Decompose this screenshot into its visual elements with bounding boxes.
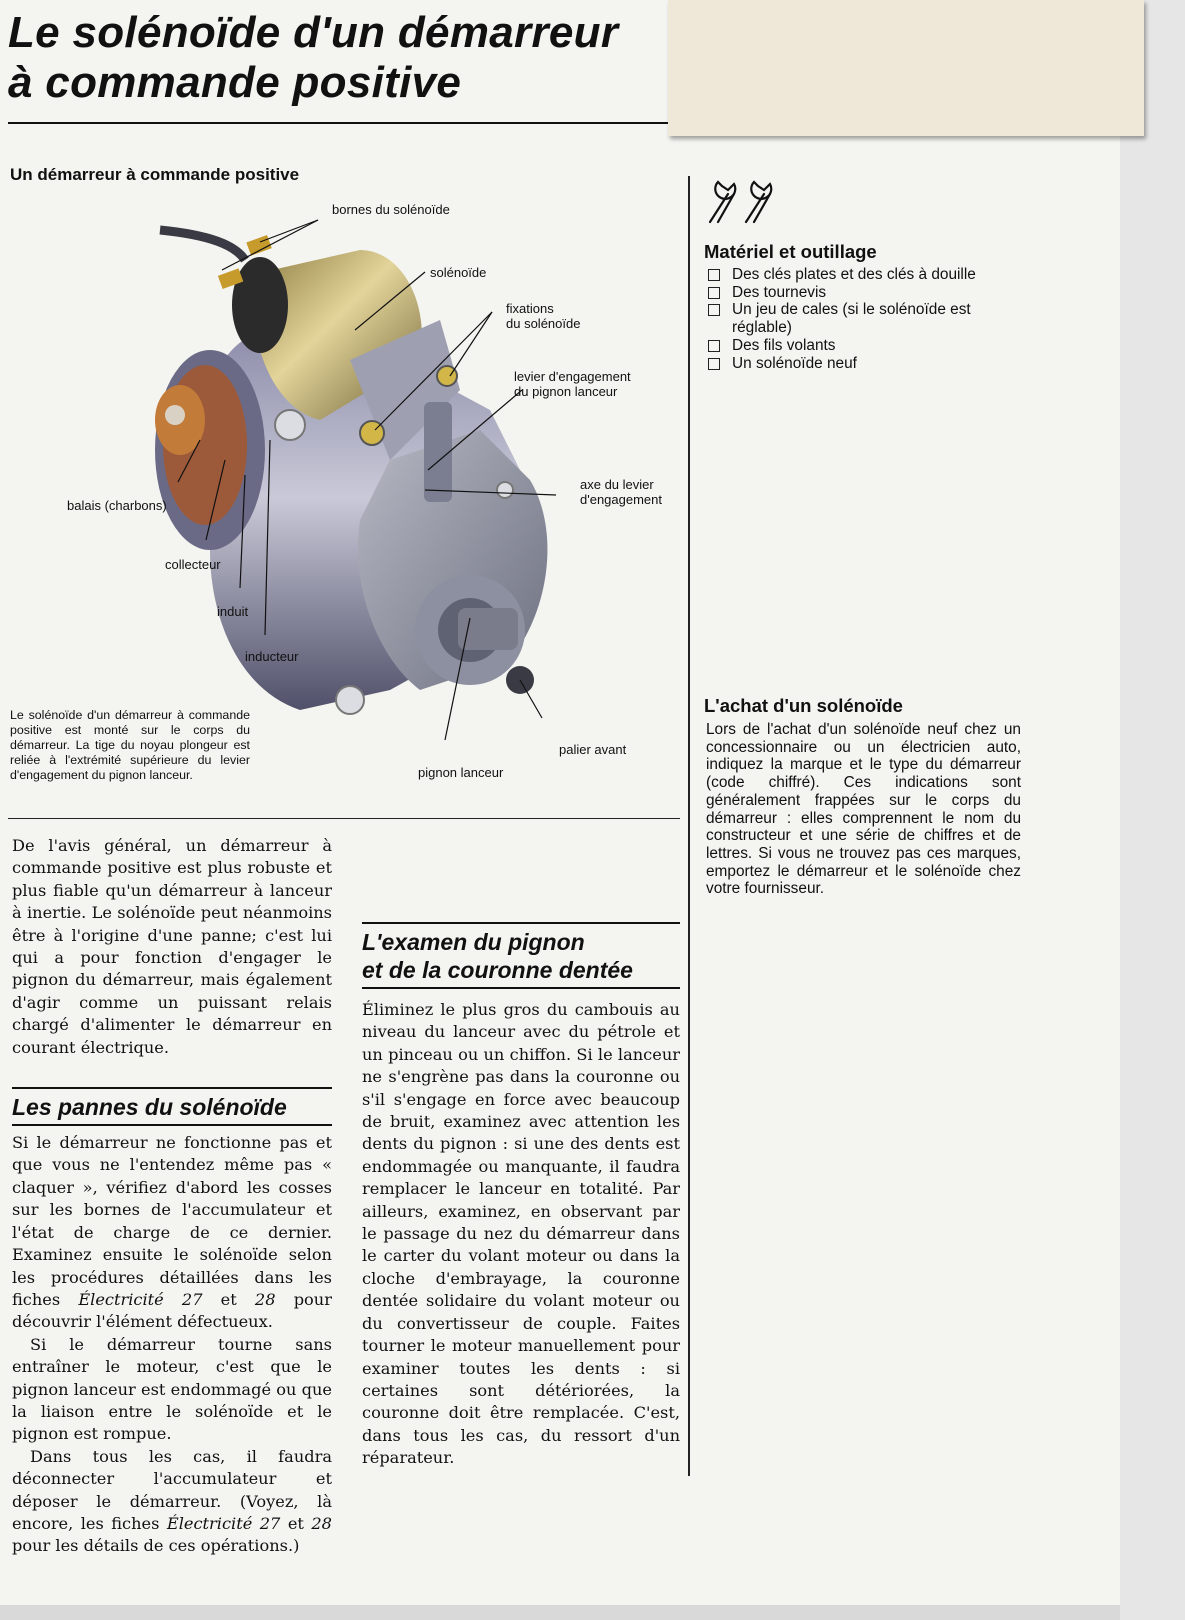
pannes-paragraph-3: Dans tous les cas, il faudra déconnecter l'accumulateur et déposer le démarreur. (Voyez, là encore, les fiches Électricité 27 et 28 pour les détails de ces opérations.) — [12, 1446, 332, 1556]
label-palier: palier avant — [559, 742, 627, 757]
examen-paragraph: Éliminez le plus gros du cambouis au niveau du lanceur avec du pétrole et un pinceau ou un chiffon. Si le lanceur ne s'engrène pas dans la couronne ou s'il s'engage en force avec beaucoup de bruit, examinez avec attention les dents du pignon : si une des dents est endommagée ou manquante, il faudra remplacer le lanceur en totalité. Par ailleurs, examinez, en observant par le passage du nez du démarreur dans le carter du volant moteur ou dans la cloche d'embrayage, la couronne dentée solidaire du volant moteur ou du convertisseur de couple. Faites tourner le moteur manuellement pour examiner toutes les dents : si certaines sont détériorées, la couronne doit être remplacée. C'est, dans tous les cas, du ressort d'un réparateur. — [362, 1000, 680, 1468]
wrench-tools-icon — [704, 172, 788, 228]
label-collecteur: collecteur — [165, 557, 221, 572]
page-title-line1: Le solénoïde d'un démarreur — [8, 8, 619, 57]
pannes-heading: Les pannes du solénoïde — [12, 1087, 332, 1126]
label-levier: levier d'engagement du pignon lanceur — [514, 369, 631, 399]
label-pignon: pignon lanceur — [418, 765, 504, 780]
checkbox-icon — [708, 340, 720, 352]
label-axe: axe du levier d'engagement — [580, 477, 662, 507]
intro-paragraph: De l'avis général, un démarreur à commande positive est plus robuste et plus fiable qu'un démarreur à lanceur à inertie. Le solénoïde peut néanmoins être à l'origine d'une panne; c'est lui qui a pour fonction d'engager le pignon du démarreur, mais également d'agir comme un puissant relais chargé d'alimenter le démarreur en courant électrique. — [12, 836, 332, 1057]
page-title — [8, 8, 688, 108]
label-bornes: bornes du solénoïde — [332, 202, 450, 217]
label-solenoide: solénoïde — [430, 265, 487, 280]
checkbox-icon — [708, 287, 720, 299]
checkbox-icon — [708, 358, 720, 370]
middle-column — [362, 922, 680, 1470]
checklist-item: Un jeu de cales (si le solénoïde est réglable) — [706, 301, 1026, 336]
pannes-paragraph-1: Si le démarreur ne fonctionne pas et que vous ne l'entendez même pas « claquer », vérifiez d'abord les cosses sur les bornes de l'accumulateur et l'état de charge de ce dernier. Examinez ensuite le solénoïde selon les procédures détaillées dans les fiches Électricité 27 et 28 pour découvrir l'élément défectueux. — [12, 1133, 332, 1332]
ref-electricite-27: Électricité 27 — [78, 1289, 203, 1309]
checklist-item: Des tournevis — [706, 284, 1026, 302]
checklist-item: Un solénoïde neuf — [706, 355, 1026, 373]
materiel-checklist — [706, 266, 1026, 372]
section-separator — [8, 818, 680, 819]
achat-title: L'achat d'un solénoïde — [704, 695, 903, 716]
paper-tab — [668, 0, 1144, 136]
achat-paragraph: Lors de l'achat d'un solénoïde neuf chez un concessionnaire ou un électricien auto, indiquez la marque et le type du démarreur (code chiffré). Ces indications sont généralement frappées sur le corps du démarreur : elles comprennent le nom du constructeur et une série de chiffres et de lettres. Si vous ne trouvez pas ces marques, emportez le démarreur et le solénoïde chez votre fournisseur. — [706, 721, 1021, 898]
label-fixations: fixations du solénoïde — [506, 301, 581, 331]
checklist-item: Des clés plates et des clés à douille — [706, 266, 1026, 284]
label-inducteur: inducteur — [245, 649, 299, 664]
checkbox-icon — [708, 304, 720, 316]
left-column — [12, 835, 332, 1558]
column-divider — [688, 176, 690, 1476]
page-edge — [1120, 0, 1185, 1620]
checkbox-icon — [708, 269, 720, 281]
figure-caption: Le solénoïde d'un démarreur à commande positive est monté sur le corps du démarreur. La tige du noyau plongeur est reliée à l'extrémité supérieure du levier d'engagement du pignon lanceur. — [10, 708, 250, 782]
label-balais: balais (charbons) — [67, 498, 167, 513]
label-induit: induit — [217, 604, 249, 619]
checklist-item: Des fils volants — [706, 337, 1026, 355]
materiel-title: Matériel et outillage — [704, 241, 877, 262]
page-title-line2: à commande positive — [8, 58, 462, 107]
ref-28: 28 — [254, 1289, 276, 1309]
examen-heading: L'examen du pignon et de la couronne dentée — [362, 922, 680, 989]
title-rule — [8, 122, 668, 124]
pannes-paragraph-2: Si le démarreur tourne sans entraîner le moteur, c'est que le pignon lanceur est endommagé ou que la liaison entre le solénoïde et le pignon est rompue. — [12, 1334, 332, 1444]
figure-title: Un démarreur à commande positive — [10, 165, 300, 184]
